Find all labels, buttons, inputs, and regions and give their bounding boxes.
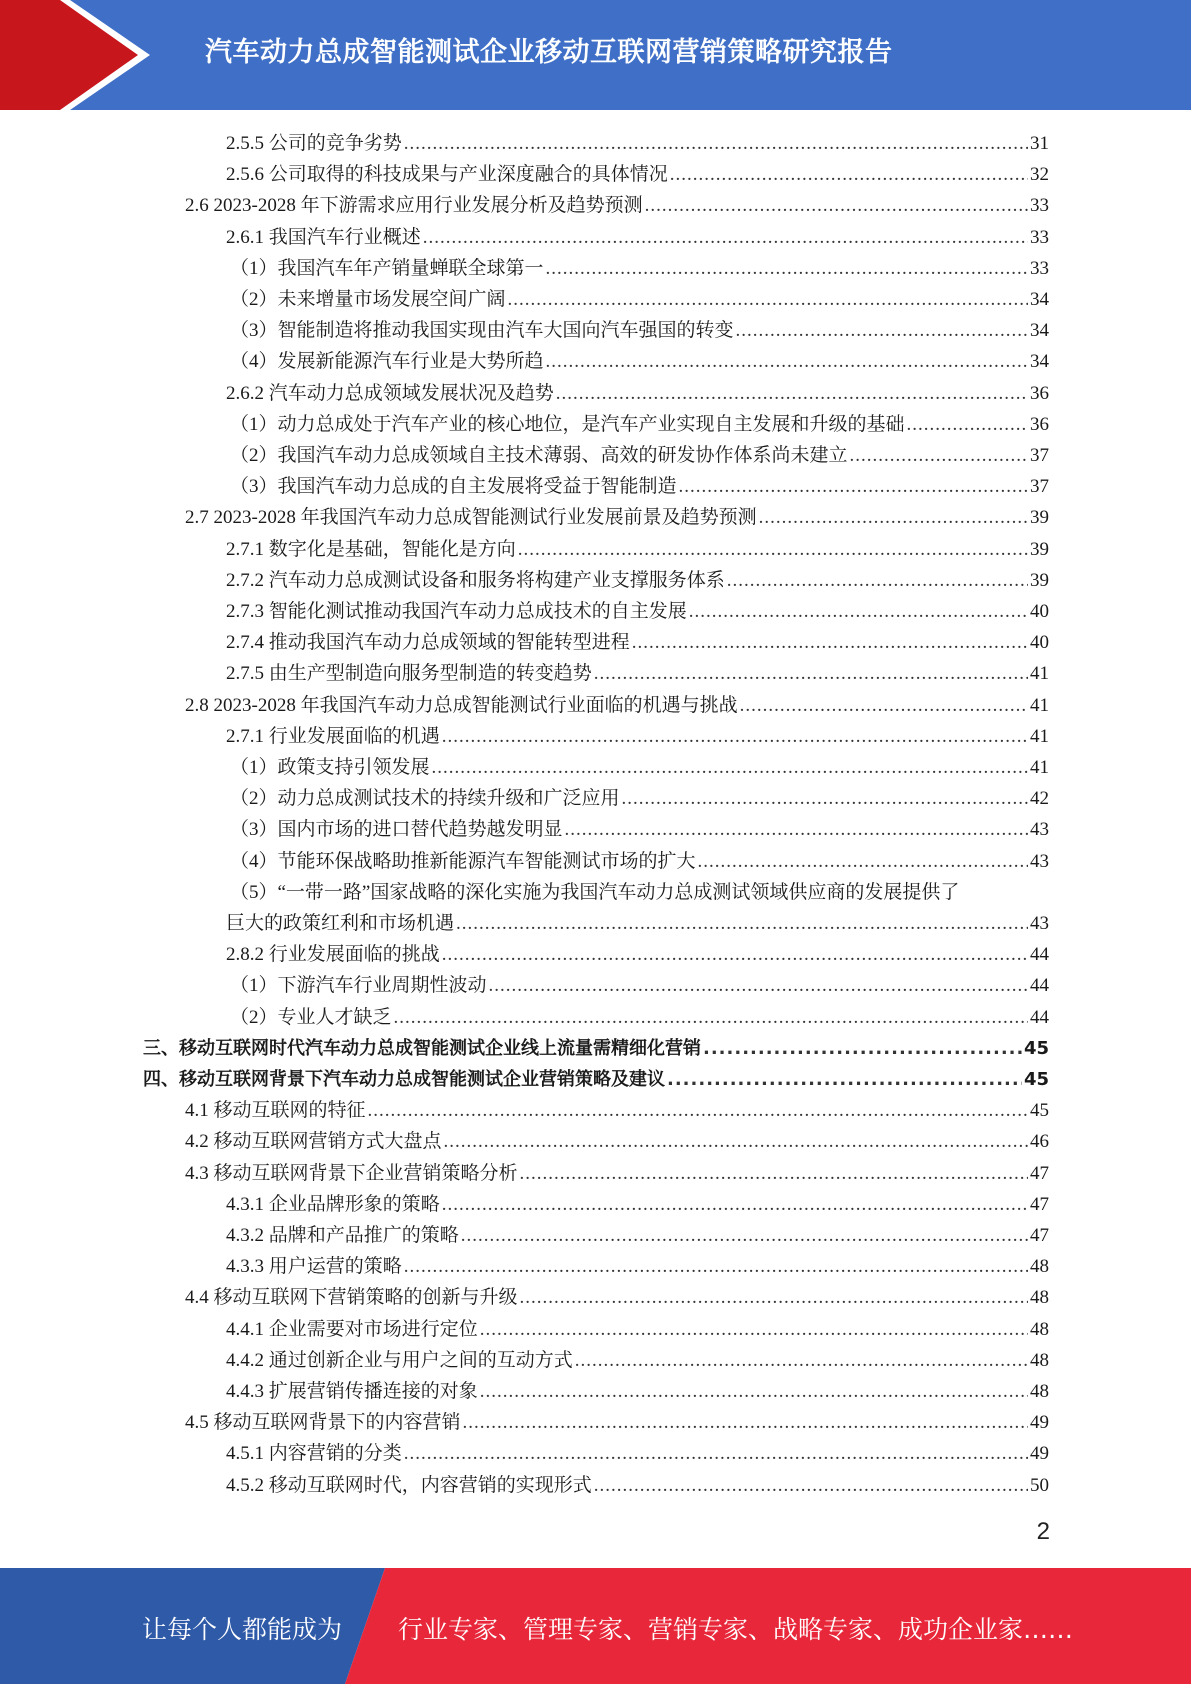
- toc-entry-title: （3）国内市场的进口替代趋势越发明显: [230, 819, 563, 841]
- toc-entry[interactable]: [226, 1189, 1049, 1220]
- toc-entry-page: 33: [1030, 195, 1049, 217]
- toc-leader-dots: [432, 752, 1028, 783]
- toc-entry-page: 32: [1030, 164, 1049, 186]
- toc-entry[interactable]: [226, 1470, 1049, 1501]
- toc-entry-title: 4.1 移动互联网的特征: [185, 1100, 366, 1122]
- toc-entry-title: 2.5.6 公司取得的科技成果与产业深度融合的具体情况: [226, 164, 668, 186]
- toc-entry[interactable]: [230, 970, 1049, 1001]
- toc-leader-dots: [489, 970, 1028, 1001]
- footer-slogan-right: 行业专家、管理专家、营销专家、战略专家、成功企业家……: [398, 1615, 1074, 1644]
- toc-leader-dots: [679, 471, 1028, 502]
- toc-entry[interactable]: [226, 534, 1049, 565]
- toc-entry[interactable]: [230, 846, 1049, 877]
- toc-leader-dots: [632, 627, 1028, 658]
- toc-leader-dots: [444, 1126, 1028, 1157]
- toc-entry-title: （1）政策支持引领发展: [230, 757, 430, 778]
- toc-leader-dots: [480, 1376, 1028, 1407]
- toc-entry-title: 2.8 2023-2028 年我国汽车动力总成智能测试行业面临的机遇与挑战: [185, 694, 738, 716]
- toc-entry[interactable]: [226, 1438, 1049, 1469]
- toc-entry-title: （3）我国汽车动力总成的自主发展将受益于智能制造: [230, 476, 677, 498]
- toc-leader-dots: [442, 939, 1028, 970]
- toc-entry-title: （2）动力总成测试技术的持续升级和广泛应用: [230, 788, 620, 810]
- toc-entry-page: 31: [1030, 133, 1049, 154]
- toc-leader-dots: [727, 565, 1028, 596]
- toc-entry-page: 45: [1023, 1069, 1049, 1090]
- toc-entry-title: （5）“一带一路”国家战略的深化实施为我国汽车动力总成测试领域供应商的发展提供了: [230, 881, 960, 903]
- toc-entry-title: 4.4.2 通过创新企业与用户之间的互动方式: [226, 1349, 573, 1371]
- toc-leader-dots: [404, 1438, 1028, 1469]
- toc-entry[interactable]: [226, 378, 1049, 409]
- toc-entry-title: 2.7.5 由生产型制造向服务型制造的转变趋势: [226, 663, 592, 685]
- toc-leader-dots: [461, 1220, 1028, 1251]
- toc-entry-title: 4.4 移动互联网下营销策略的创新与升级: [185, 1287, 518, 1309]
- toc-entry-page: 33: [1030, 226, 1049, 248]
- toc-entry[interactable]: [226, 1345, 1049, 1376]
- toc-entry-title: 2.7 2023-2028 年我国汽车动力总成智能测试行业发展前景及趋势预测: [185, 507, 757, 529]
- toc-entry-title: 4.3.1 企业品牌形象的策略: [226, 1193, 440, 1215]
- toc-entry-page: 39: [1030, 538, 1049, 560]
- toc-leader-dots: [736, 315, 1028, 346]
- toc-entry[interactable]: [230, 1002, 1049, 1033]
- toc-entry[interactable]: [230, 471, 1049, 502]
- toc-entry-title: 2.7.2 汽车动力总成测试设备和服务将构建产业支撑服务体系: [226, 569, 725, 591]
- toc-entry-page: 37: [1030, 445, 1049, 466]
- toc-leader-dots: [556, 378, 1028, 409]
- toc-entry[interactable]: [230, 877, 1049, 908]
- toc-entry-page: 49: [1030, 1412, 1049, 1434]
- toc-entry-page: 48: [1030, 1381, 1049, 1402]
- footer-slogan-left: 让每个人都能成为: [142, 1615, 343, 1644]
- toc-leader-dots: [670, 159, 1028, 190]
- toc-leader-dots: [508, 284, 1028, 315]
- toc-entry-title: 4.3.2 品牌和产品推广的策略: [226, 1225, 459, 1246]
- toc-entry-title: （2）未来增量市场发展空间广阔: [230, 289, 506, 310]
- toc-leader-dots: [594, 658, 1028, 689]
- toc-entry-page: 47: [1030, 1193, 1049, 1215]
- toc-entry-title: 四、移动互联网背景下汽车动力总成智能测试企业营销策略及建议: [143, 1069, 665, 1090]
- toc-entry-page: 50: [1030, 1474, 1049, 1496]
- toc-entry-page: 47: [1030, 1162, 1049, 1184]
- toc-entry-page: 44: [1030, 944, 1049, 966]
- toc-entry-page: 41: [1030, 757, 1049, 778]
- toc-leader-dots: [907, 409, 1028, 440]
- toc-leader-dots: [850, 440, 1028, 471]
- toc-entry[interactable]: [230, 315, 1049, 346]
- toc-entry-page: 44: [1030, 975, 1049, 997]
- toc-entry[interactable]: [226, 1314, 1049, 1345]
- toc-leader-dots: [546, 346, 1028, 377]
- toc-entry[interactable]: [226, 596, 1049, 627]
- toc-entry-page: 41: [1030, 663, 1049, 685]
- toc-leader-dots: [442, 721, 1028, 752]
- toc-leader-dots: [520, 1282, 1028, 1313]
- toc-entry[interactable]: [226, 721, 1049, 752]
- page-header: [0, 0, 1191, 110]
- toc-leader-dots: [575, 1345, 1028, 1376]
- toc-leader-dots: [480, 1314, 1028, 1345]
- toc-entry-title: 2.7.1 数字化是基础，智能化是方向: [226, 538, 516, 560]
- toc-leader-dots: [703, 1033, 1022, 1064]
- toc-entry[interactable]: [226, 658, 1049, 689]
- toc-entry-title: （3）智能制造将推动我国实现由汽车大国向汽车强国的转变: [230, 320, 734, 342]
- toc-entry-title: 4.5.2 移动互联网时代，内容营销的实现形式: [226, 1474, 592, 1496]
- toc-entry-page: 48: [1030, 1349, 1049, 1371]
- toc-leader-dots: [423, 222, 1028, 253]
- toc-entry-title: 2.6.2 汽车动力总成领域发展状况及趋势: [226, 382, 554, 404]
- toc-leader-dots: [594, 1470, 1028, 1501]
- toc-entry[interactable]: [185, 1126, 1049, 1157]
- toc-entry-page: 44: [1030, 1006, 1049, 1028]
- toc-entry-page: 36: [1030, 382, 1049, 404]
- toc-entry[interactable]: [143, 1033, 1049, 1064]
- toc-entry-page: 43: [1030, 913, 1049, 934]
- toc-leader-dots: [404, 128, 1028, 159]
- toc-entry-page: 45: [1030, 1100, 1049, 1122]
- toc-entry-page: 39: [1030, 569, 1049, 591]
- toc-entry-title: 巨大的政策红利和市场机遇: [226, 913, 455, 934]
- toc-entry[interactable]: [185, 1282, 1049, 1313]
- toc-entry[interactable]: [185, 690, 1049, 721]
- toc-entry-title: 4.5 移动互联网背景下的内容营销: [185, 1412, 461, 1434]
- toc-entry[interactable]: [226, 128, 1049, 159]
- toc-leader-dots: [546, 253, 1028, 284]
- toc-entry-title: 2.6 2023-2028 年下游需求应用行业发展分析及趋势预测: [185, 195, 643, 217]
- toc-entry[interactable]: [230, 409, 1049, 440]
- toc-entry-page: 33: [1030, 257, 1049, 279]
- toc-entry-page: 48: [1030, 1287, 1049, 1309]
- toc-entry-page: 42: [1030, 788, 1049, 810]
- toc-entry[interactable]: [226, 159, 1049, 190]
- toc-leader-dots: [759, 502, 1028, 533]
- toc-entry-title: 4.4.1 企业需要对市场进行定位: [226, 1318, 478, 1340]
- toc-entry-page: 41: [1030, 725, 1049, 747]
- toc-entry-page: 43: [1030, 850, 1049, 872]
- toc-entry-title: 2.7.1 行业发展面临的机遇: [226, 725, 440, 747]
- toc-entry-title: （1）动力总成处于汽车产业的核心地位，是汽车产业实现自主发展和升级的基础: [230, 413, 905, 435]
- toc-entry[interactable]: [226, 908, 1049, 939]
- toc-entry-title: （1）下游汽车行业周期性波动: [230, 975, 487, 997]
- toc-entry[interactable]: [226, 1220, 1049, 1251]
- toc-entry-title: 2.7.4 推动我国汽车动力总成领域的智能转型进程: [226, 632, 630, 654]
- toc-entry[interactable]: [185, 1407, 1049, 1438]
- toc-leader-dots: [645, 190, 1028, 221]
- toc-leader-dots: [518, 534, 1028, 565]
- toc-entry[interactable]: [226, 222, 1049, 253]
- toc-entry-page: 46: [1030, 1131, 1049, 1153]
- toc-entry-page: 34: [1030, 289, 1049, 310]
- toc-entry[interactable]: [226, 1376, 1049, 1407]
- toc-entry-title: （2）我国汽车动力总成领域自主技术薄弱、高效的研发协作体系尚未建立: [230, 445, 848, 466]
- toc-leader-dots: [368, 1095, 1028, 1126]
- toc-entry-title: （4）节能环保战略助推新能源汽车智能测试市场的扩大: [230, 850, 696, 872]
- toc-entry-title: 4.5.1 内容营销的分类: [226, 1443, 402, 1465]
- page-number: 2: [1036, 1518, 1050, 1545]
- toc-entry-title: 2.8.2 行业发展面临的挑战: [226, 944, 440, 966]
- toc-entry-page: 43: [1030, 819, 1049, 841]
- toc-entry-title: 2.7.3 智能化测试推动我国汽车动力总成技术的自主发展: [226, 601, 687, 622]
- header-title: 汽车动力总成智能测试企业移动互联网营销策略研究报告: [205, 37, 893, 68]
- toc-entry-title: 4.2 移动互联网营销方式大盘点: [185, 1131, 442, 1153]
- toc-entry-page: 40: [1030, 601, 1049, 622]
- toc-entry-page: 37: [1030, 476, 1049, 498]
- toc-leader-dots: [394, 1002, 1028, 1033]
- toc-entry-page: 41: [1030, 694, 1049, 716]
- toc-entry[interactable]: [185, 1158, 1049, 1189]
- toc-leader-dots: [404, 1251, 1028, 1282]
- toc-entry-page: 45: [1023, 1037, 1049, 1059]
- toc-leader-dots: [698, 846, 1028, 877]
- toc-entry-title: 2.5.5 公司的竞争劣势: [226, 133, 402, 154]
- toc-entry[interactable]: [230, 783, 1049, 814]
- toc-leader-dots: [667, 1064, 1022, 1095]
- toc-entry[interactable]: [226, 1251, 1049, 1282]
- toc-entry[interactable]: [226, 939, 1049, 970]
- toc-entry-title: 4.4.3 扩展营销传播连接的对象: [226, 1381, 478, 1402]
- toc-entry[interactable]: [185, 502, 1049, 533]
- toc-entry-page: 39: [1030, 507, 1049, 529]
- toc-entry-page: 40: [1030, 632, 1049, 654]
- toc-entry[interactable]: [230, 814, 1049, 845]
- toc-entry-title: （4）发展新能源汽车行业是大势所趋: [230, 351, 544, 373]
- toc-leader-dots: [456, 908, 1028, 939]
- toc-entry-page: 36: [1030, 413, 1049, 435]
- toc-entry-page: 48: [1030, 1318, 1049, 1340]
- toc-entry[interactable]: [230, 284, 1049, 315]
- toc-entry[interactable]: [226, 565, 1049, 596]
- toc-entry-page: 47: [1030, 1225, 1049, 1246]
- toc-leader-dots: [520, 1158, 1028, 1189]
- toc-leader-dots: [622, 783, 1028, 814]
- page-footer: [0, 1568, 1191, 1684]
- toc-entry[interactable]: [185, 1095, 1049, 1126]
- toc-entry[interactable]: [230, 752, 1049, 783]
- toc-leader-dots: [565, 814, 1028, 845]
- toc-entry-title: （2）专业人才缺乏: [230, 1006, 392, 1028]
- toc-entry[interactable]: [226, 627, 1049, 658]
- toc-entry-title: （1）我国汽车年产销量蝉联全球第一: [230, 257, 544, 279]
- toc-entry[interactable]: [230, 346, 1049, 377]
- toc-entry-title: 4.3 移动互联网背景下企业营销策略分析: [185, 1162, 518, 1184]
- toc-entry-page: 48: [1030, 1256, 1049, 1278]
- toc-entry-page: 34: [1030, 320, 1049, 342]
- toc-leader-dots: [740, 690, 1028, 721]
- toc-leader-dots: [689, 596, 1028, 627]
- toc-entry[interactable]: [230, 253, 1049, 284]
- toc-entry[interactable]: [230, 440, 1049, 471]
- toc-entry-page: 49: [1030, 1443, 1049, 1465]
- toc-entry[interactable]: [185, 190, 1049, 221]
- toc-leader-dots: [463, 1407, 1028, 1438]
- toc-entry-title: 三、移动互联网时代汽车动力总成智能测试企业线上流量需精细化营销: [143, 1037, 701, 1059]
- toc-leader-dots: [442, 1189, 1028, 1220]
- toc-entry-page: 34: [1030, 351, 1049, 373]
- toc-entry-title: 4.3.3 用户运营的策略: [226, 1256, 402, 1278]
- toc-entry-title: 2.6.1 我国汽车行业概述: [226, 226, 421, 248]
- toc-entry[interactable]: [143, 1064, 1049, 1095]
